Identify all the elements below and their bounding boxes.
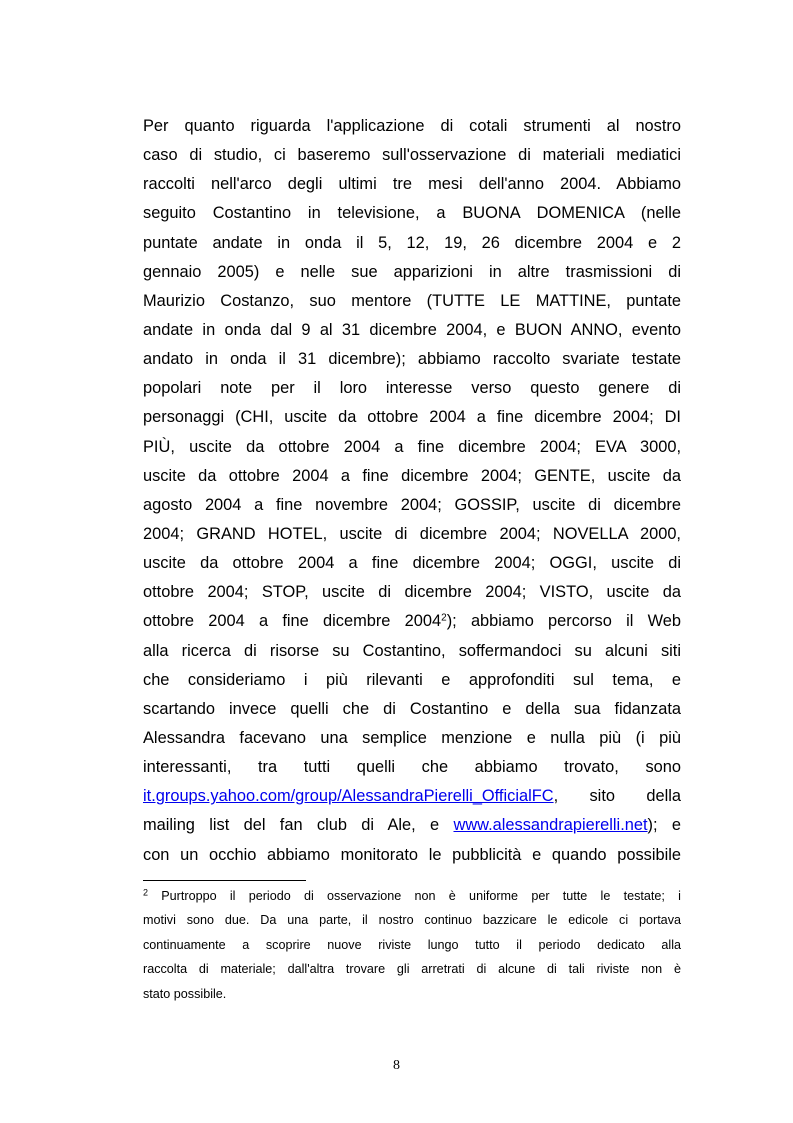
- body-text-fragment: ottobre 2004 a fine dicembre 2004: [143, 612, 442, 631]
- footnote-line: stato possibile.: [143, 986, 227, 1001]
- body-line-with-footnote-ref: [143, 607, 681, 636]
- body-line: popolari note per il loro interesse verso questo genere di: [143, 379, 681, 398]
- body-text-fragment: ); abbiamo percorso il Web: [446, 612, 681, 631]
- page-number: 8: [393, 1058, 400, 1073]
- footnote-marker: 2: [143, 887, 149, 898]
- footnote-text: Purtroppo il periodo di osservazione non è uniforme per tutte le testate; i: [148, 889, 681, 903]
- body-line: seguito Costantino in televisione, a BUONA DOMENICA (nelle: [143, 204, 681, 223]
- body-line: Maurizio Costanzo, suo mentore (TUTTE LE MATTINE, puntate: [143, 291, 681, 310]
- footnote-line: raccolta di materiale; dall'altra trovare gli arretrati di alcune di tali riviste non è: [143, 962, 681, 977]
- body-line: alla ricerca di risorse su Costantino, soffermandoci su alcuni siti: [143, 641, 681, 660]
- body-line: uscite da ottobre 2004 a fine dicembre 2004; OGGI, uscite di: [143, 554, 681, 573]
- body-line-with-link: [143, 811, 681, 840]
- body-text-fragment: mailing list del fan club di Ale, e: [143, 816, 440, 835]
- body-paragraph: [143, 112, 681, 870]
- body-line: Per quanto riguarda l'applicazione di cotali strumenti al nostro: [143, 117, 681, 135]
- footnote-separator: [143, 880, 306, 881]
- body-line: personaggi (CHI, uscite da ottobre 2004 a fine dicembre 2004; DI: [143, 408, 681, 427]
- body-line: caso di studio, ci baseremo sull'osservazione di materiali mediatici: [143, 146, 681, 165]
- body-text-fragment: , sito della: [553, 787, 681, 806]
- body-line: Alessandra facevano una semplice menzione e nulla più (i più: [143, 728, 681, 747]
- body-line: ottobre 2004; STOP, uscite di dicembre 2004; VISTO, uscite da: [143, 583, 681, 602]
- body-line: che consideriamo i più rilevanti e approfonditi sul tema, e: [143, 670, 681, 689]
- footnote: [143, 884, 681, 1006]
- body-line: puntate andate in onda il 5, 12, 19, 26 dicembre 2004 e 2: [143, 233, 681, 252]
- footnote-line: continuamente a scoprire nuove riviste lungo tutto il periodo dedicato alla: [143, 937, 681, 952]
- body-line: scartando invece quelli che di Costantino e della sua fidanzata: [143, 699, 681, 718]
- body-line-with-link: [143, 782, 681, 811]
- body-line: interessanti, tra tutti quelli che abbiamo trovato, sono: [143, 758, 681, 777]
- footnote-line: [143, 884, 681, 908]
- body-line: andato in onda il 31 dicembre); abbiamo raccolto svariate testate: [143, 350, 681, 369]
- body-line: con un occhio abbiamo monitorato le pubblicità e quando possibile: [143, 845, 681, 864]
- fan-site-link[interactable]: www.alessandrapierelli.net: [453, 816, 648, 835]
- body-line: uscite da ottobre 2004 a fine dicembre 2004; GENTE, uscite da: [143, 466, 681, 485]
- body-text-fragment: ); e: [647, 816, 681, 835]
- footnote-line: motivi sono due. Da una parte, il nostro continuo bazzicare le edicole ci portava: [143, 913, 681, 928]
- body-line: 2004; GRAND HOTEL, uscite di dicembre 2004; NOVELLA 2000,: [143, 524, 681, 543]
- body-line: gennaio 2005) e nelle sue apparizioni in altre trasmissioni di: [143, 262, 681, 281]
- footnote-reference[interactable]: 2: [441, 612, 447, 624]
- yahoo-group-link[interactable]: it.groups.yahoo.com/group/AlessandraPierelli_OfficialFC: [143, 787, 554, 806]
- body-line: agosto 2004 a fine novembre 2004; GOSSIP, uscite di dicembre: [143, 495, 681, 514]
- body-line: raccolti nell'arco degli ultimi tre mesi dell'anno 2004. Abbiamo: [143, 175, 681, 194]
- body-line: andate in onda dal 9 al 31 dicembre 2004, e BUON ANNO, evento: [143, 320, 681, 339]
- body-line: PIÙ, uscite da ottobre 2004 a fine dicembre 2004; EVA 3000,: [143, 437, 681, 456]
